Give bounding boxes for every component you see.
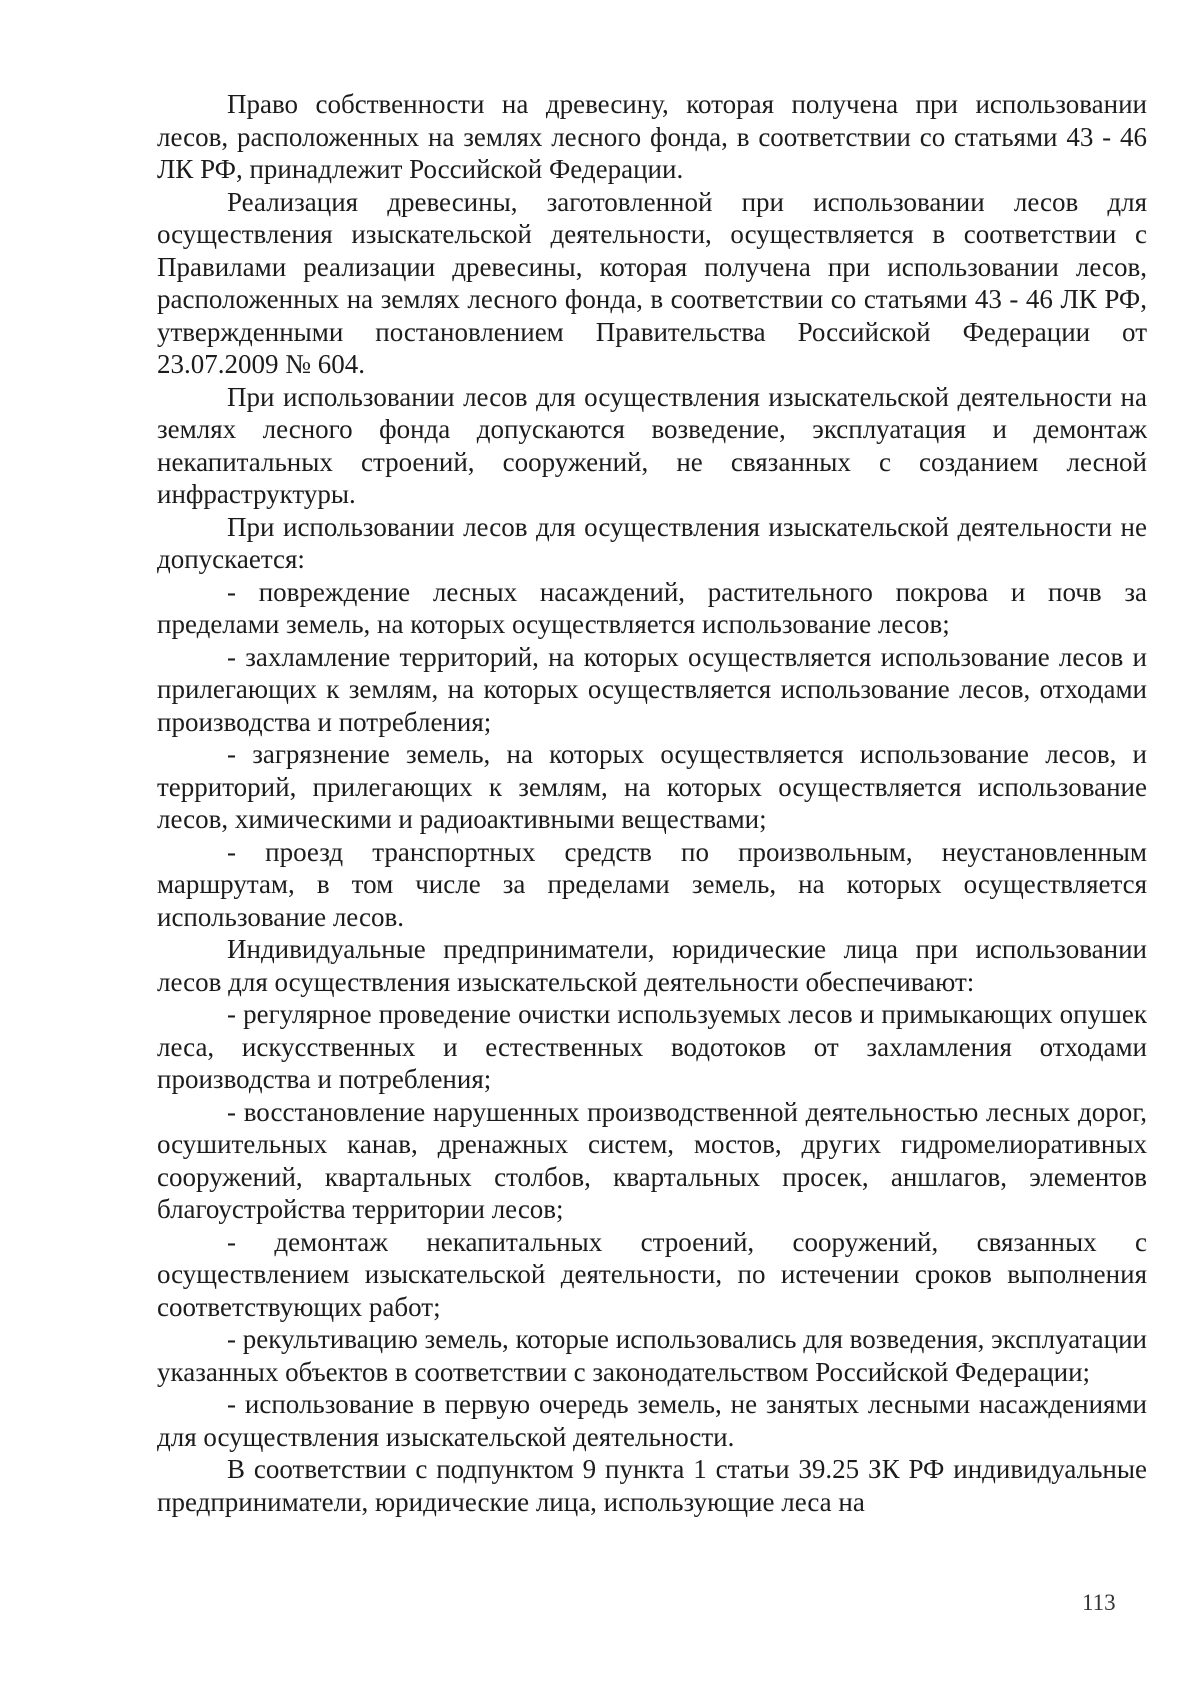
paragraph-timber-sale: Реализация древесины, заготовленной при использовании лесов для осуществления изыскательской деятельности, осуществляется в соответствии с Правилами реализации древесины, которая получена при использовании лесов, расположенных на землях лесного фонда, в соответствии со статьями 43 - 46 ЛК РФ, утвержденными постановлением Правительства Российской Федерации от 23.07.2009 № 604. — [157, 186, 1147, 379]
paragraph-land-code-reference: В соответствии с подпунктом 9 пункта 1 статьи 39.25 ЗК РФ индивидуальные предприниматели, юридические лица, использующие леса на — [157, 1454, 1147, 1517]
list-item-prohibition: - повреждение лесных насаждений, растительного покрова и почв за пределами земель, на которых осуществляется использование лесов; — [157, 576, 1147, 639]
paragraph-obligations-intro: Индивидуальные предприниматели, юридические лица при использовании лесов для осуществления изыскательской деятельности обеспечивают: — [157, 934, 1147, 997]
document-body — [157, 88, 1147, 1518]
list-item-obligation: - рекультивацию земель, которые использовались для возведения, эксплуатации указанных объектов в соответствии с законодательством Российской Федерации; — [157, 1324, 1147, 1387]
paragraph-prohibitions-intro: При использовании лесов для осуществления изыскательской деятельности не допускается: — [157, 511, 1147, 574]
list-item-obligation: - регулярное проведение очистки используемых лесов и примыкающих опушек леса, искусственных и естественных водотоков от захламления отходами производства и потребления; — [157, 999, 1147, 1094]
list-item-prohibition: - захламление территорий, на которых осуществляется использование лесов и прилегающих к землям, на которых осуществляется использование лесов, отходами производства и потребления; — [157, 641, 1147, 737]
list-item-obligation: - использование в первую очередь земель, не занятых лесными насаждениями для осуществления изыскательской деятельности. — [157, 1389, 1147, 1452]
list-item-obligation: - восстановление нарушенных производственной деятельностью лесных дорог, осушительных канав, дренажных систем, мостов, других гидромелиоративных сооружений, квартальных столбов, квартальных просек, аншлагов, элементов благоустройства территории лесов; — [157, 1096, 1147, 1224]
page-number: 113 — [1082, 1590, 1116, 1615]
paragraph-ownership: Право собственности на древесину, которая получена при использовании лесов, расположенных на землях лесного фонда, в соответствии со статьями 43 - 46 ЛК РФ, принадлежит Российской Федерации. — [157, 89, 1147, 184]
paragraph-allowed-structures: При использовании лесов для осуществления изыскательской деятельности на землях лесного фонда допускаются возведение, эксплуатация и демонтаж некапитальных строений, сооружений, не связанных с созданием лесной инфраструктуры. — [157, 381, 1147, 509]
list-item-prohibition: - загрязнение земель, на которых осуществляется использование лесов, и территорий, прилегающих к землям, на которых осуществляется использование лесов, химическими и радиоактивными веществами; — [157, 739, 1147, 834]
list-item-prohibition: - проезд транспортных средств по произвольным, неустановленным маршрутам, в том числе за пределами земель, на которых осуществляется использование лесов. — [157, 836, 1147, 932]
list-item-obligation: - демонтаж некапитальных строений, сооружений, связанных с осуществлением изыскательской деятельности, по истечении сроков выполнения соответствующих работ; — [157, 1226, 1147, 1322]
